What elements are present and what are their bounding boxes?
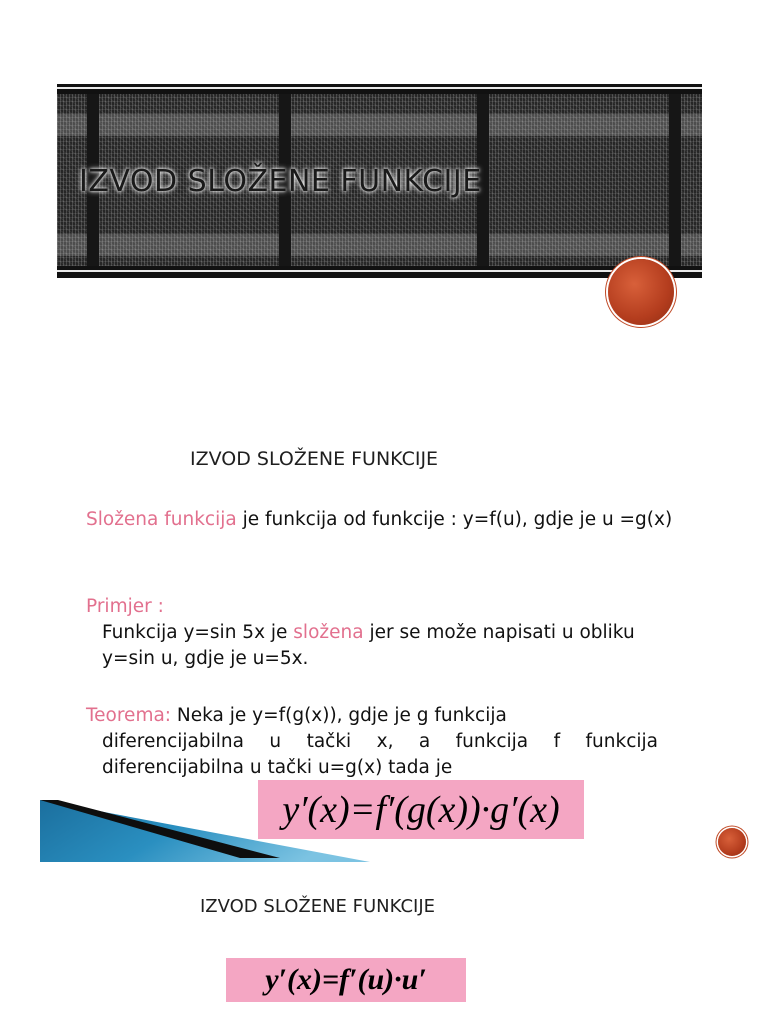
example-text-start: Funkcija y=sin 5x je xyxy=(102,622,294,643)
decorative-circle-small xyxy=(718,828,746,856)
chain-rule-formula: y′(x)=f′(g(x))·g′(x) xyxy=(258,780,584,839)
banner-stripe xyxy=(669,94,681,266)
example-paragraph xyxy=(102,620,672,672)
banner-top-rule xyxy=(57,87,702,89)
theorem-label: Teorema: xyxy=(86,705,172,726)
slide-title: IZVOD SLOŽENE FUNKCIJE xyxy=(79,164,482,199)
banner-band xyxy=(57,114,702,136)
theorem-text-first: Neka je y=f(g(x)), gdje je g funkcija xyxy=(171,705,507,726)
title-banner xyxy=(57,84,702,278)
theorem-paragraph xyxy=(86,703,658,781)
banner-bottom-rule xyxy=(57,270,702,272)
content-heading: IZVOD SLOŽENE FUNKCIJE xyxy=(190,448,439,470)
definition-text: je funkcija od funkcije : y=f(u), gdje je u =g(x) xyxy=(236,509,673,530)
chain-rule-short-formula: y′(x)=f′(u)·u′ xyxy=(226,958,466,1002)
theorem-text-rest: diferencijabilna u tački x, a funkcija f funkcija diferencijabilna u tački u=g(x) tada je xyxy=(102,731,658,778)
example-text-end: jer se može napisati u obliku y=sin u, gdje je u=5x. xyxy=(102,622,635,669)
example-highlight: složena xyxy=(293,622,364,643)
definition-term: Složena funkcija xyxy=(86,509,237,530)
decorative-circle xyxy=(608,259,674,325)
banner-band xyxy=(57,234,702,256)
definition-paragraph xyxy=(86,507,676,533)
example-label: Primjer : xyxy=(86,596,164,617)
section-heading: IZVOD SLOŽENE FUNKCIJE xyxy=(200,896,436,917)
